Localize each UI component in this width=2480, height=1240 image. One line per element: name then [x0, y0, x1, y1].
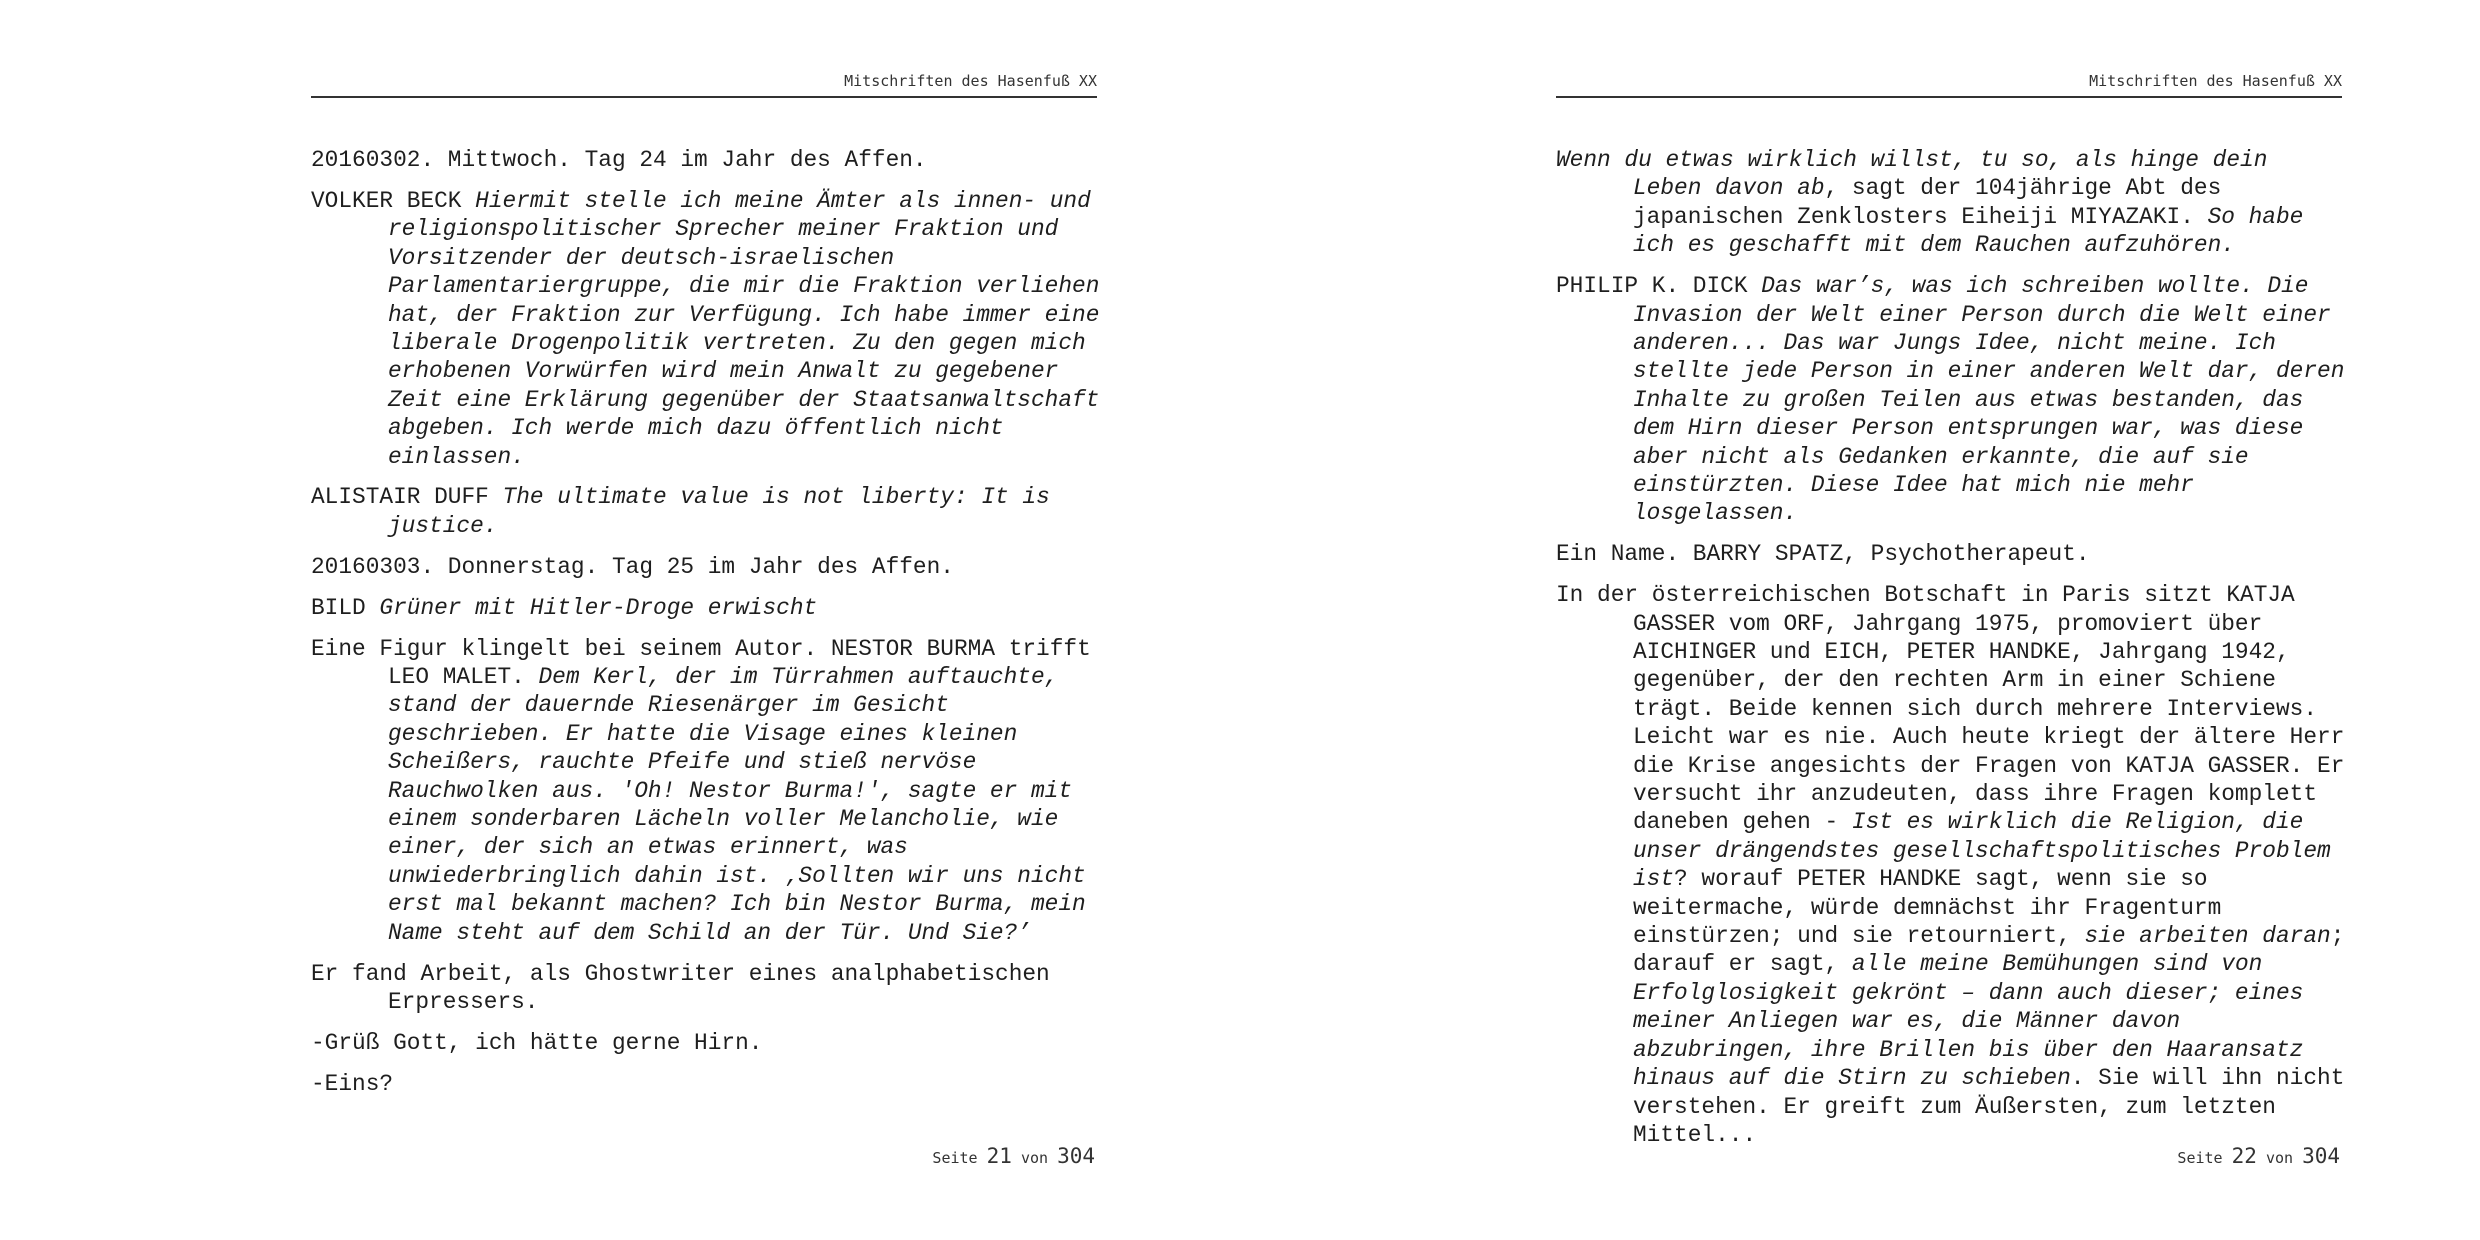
text-run: PHILIP K. DICK — [1556, 273, 1762, 300]
footer-seite-label: Seite — [932, 1149, 978, 1167]
italic-text: Hiermit stelle ich meine Ämter als innen- und religionspolitischer Sprecher meiner Fraktion und Vorsitzender der deutsch-israelischen Parlamentariergruppe, die mir die Fraktion verliehen hat, der Fraktion zur Verfügung. Ich habe immer eine liberale Drogenpolitik vertreten. Zu den gegen mich erhobenen Vorwürfen wird mein Anwalt zu gegebener Zeit eine Erklärung gegenüber der Staatsanwaltschaft abgeben. Ich werde mich dazu öffentlich nicht einlassen. — [388, 187, 1100, 470]
italic-text: The ultimate value is not liberty: It is justice. — [388, 484, 1050, 539]
footer-seite-label: Seite — [2177, 1149, 2223, 1167]
text-run: . Sie will ihn nicht verstehen. Er greift zum Äußersten, zum letzten Mittel... — [1633, 1065, 2345, 1148]
italic-text: Ist es wirklich die Religion, die unser drängendstes gesellschaftspolitisches Problem ist — [1633, 809, 2331, 893]
text-run: Er fand Arbeit, als Ghostwriter eines analphabetischen Erpressers. — [311, 960, 1050, 1015]
page-body — [1556, 146, 2346, 1162]
text-run: 20160302. Mittwoch. Tag 24 im Jahr des Affen. — [311, 147, 927, 173]
text-paragraph — [311, 1029, 1101, 1057]
italic-text: So habe ich es geschafft mit dem Rauchen aufzuhören. — [1633, 203, 2304, 259]
text-run: Eine Figur klingelt bei seinem Autor. NESTOR BURMA trifft LEO MALET. — [311, 635, 1091, 690]
italic-text: sie arbeiten daran — [2084, 923, 2331, 950]
text-run: 20160303. Donnerstag. Tag 25 im Jahr des Affen. — [311, 553, 954, 580]
text-paragraph — [311, 187, 1101, 471]
italic-text: alle meine Bemühungen sind von Erfolglosigkeit gekrönt – dann auch dieser; eines meiner Anliegen war es, die Männer davon abzubringen, ihre Brillen bis über den Haaransatz hinaus auf die Stirn zu schieben — [1633, 951, 2304, 1092]
page-body — [311, 146, 1101, 1111]
text-paragraph — [311, 483, 1101, 540]
footer-von-label: von — [1020, 1149, 1049, 1167]
page-footer — [311, 1144, 1095, 1168]
running-header: Mitschriften des Hasenfuß XX — [844, 72, 1097, 90]
text-paragraph — [311, 635, 1101, 947]
text-run: In der österreichischen Botschaft in Paris sitzt KATJA GASSER vom ORF, Jahrgang 1975, promoviert über AICHINGER und EICH, PETER HANDKE, Jahrgang 1942, gegenüber, der den rechten Arm in einer Schiene trägt. Beide kennen sich durch mehrere Interviews. Leicht war es nie. Auch heute kriegt der ältere Herr die Krise angesichts der Fragen von KATJA GASSER. Er versucht ihr anzudeuten, dass ihre Fragen komplett daneben gehen - — [1556, 582, 2345, 836]
header-rule — [1556, 96, 2342, 98]
text-paragraph — [311, 146, 1101, 174]
text-run: , sagt der 104jährige Abt des japanischen Zenklosters Eiheiji MIYAZAKI. — [1633, 175, 2222, 230]
text-paragraph — [1556, 146, 2346, 260]
footer-total-pages: 304 — [1057, 1144, 1095, 1168]
text-run: Ein Name. BARRY SPATZ, Psychotherapeut. — [1556, 541, 2090, 568]
text-run: ALISTAIR DUFF — [311, 484, 503, 511]
italic-text: Grüner mit Hitler-Droge erwischt — [379, 594, 818, 621]
footer-page-number: 22 — [2231, 1144, 2257, 1168]
italic-text: Dem Kerl, der im Türrahmen auftauchte, stand der dauernde Riesenärger im Gesicht geschrieben. Er hatte die Visage eines kleinen Scheißers, rauchte Pfeife und stieß nervöse Rauchwolken aus. 'Oh! Nestor Burma!', sagte er mit einem sonderbaren Lächeln voller Melancholie, wie einer, der sich an etwas erinnert, was unwiederbringlich dahin ist. ‚Sollten wir uns nicht erst mal bekannt machen? Ich bin Nestor Burma, mein Name steht auf dem Schild an der Tür. Und Sie?’ — [388, 664, 1086, 946]
italic-text: Das war’s, was ich schreiben wollte. Die Invasion der Welt einer Person durch die Welt einer anderen... Das war Jungs Idee, nicht meine. Ich stellte jede Person in einer anderen Welt dar, deren Inhalte zu großen Teilen aus etwas bestanden, das dem Hirn dieser Person entsprungen war, was diese aber nicht als Gedanken erkannte, die auf sie einstürzten. Diese Idee hat mich nie mehr losgelassen. — [1633, 273, 2345, 527]
right-page — [1556, 0, 2346, 1240]
page-footer — [1556, 1144, 2340, 1168]
text-paragraph — [1556, 581, 2346, 1149]
footer-von-label: von — [2265, 1149, 2294, 1167]
footer-total-pages: 304 — [2302, 1144, 2340, 1168]
text-run: -Grüß Gott, ich hätte gerne Hirn. — [311, 1029, 763, 1056]
text-run: -Eins? — [311, 1070, 394, 1097]
text-run: ; darauf er sagt, — [1633, 923, 2345, 978]
text-run: ? worauf PETER HANDKE sagt, wenn sie so weitermache, würde demnächst ihr Fragenturm einstürzen; und sie retourniert, — [1633, 866, 2222, 950]
text-paragraph — [311, 553, 1101, 581]
text-paragraph — [311, 1070, 1101, 1098]
text-paragraph — [311, 960, 1101, 1017]
text-paragraph — [311, 594, 1101, 622]
footer-page-number: 21 — [986, 1144, 1012, 1168]
italic-text: Wenn du etwas wirklich willst, tu so, als hinge dein Leben davon ab — [1556, 147, 2268, 202]
text-run: VOLKER BECK — [311, 187, 476, 214]
text-run: BILD — [311, 594, 380, 621]
left-page — [311, 0, 1101, 1240]
text-paragraph — [1556, 540, 2346, 568]
header-rule — [311, 96, 1097, 98]
running-header: Mitschriften des Hasenfuß XX — [2089, 72, 2342, 90]
text-paragraph — [1556, 272, 2346, 528]
